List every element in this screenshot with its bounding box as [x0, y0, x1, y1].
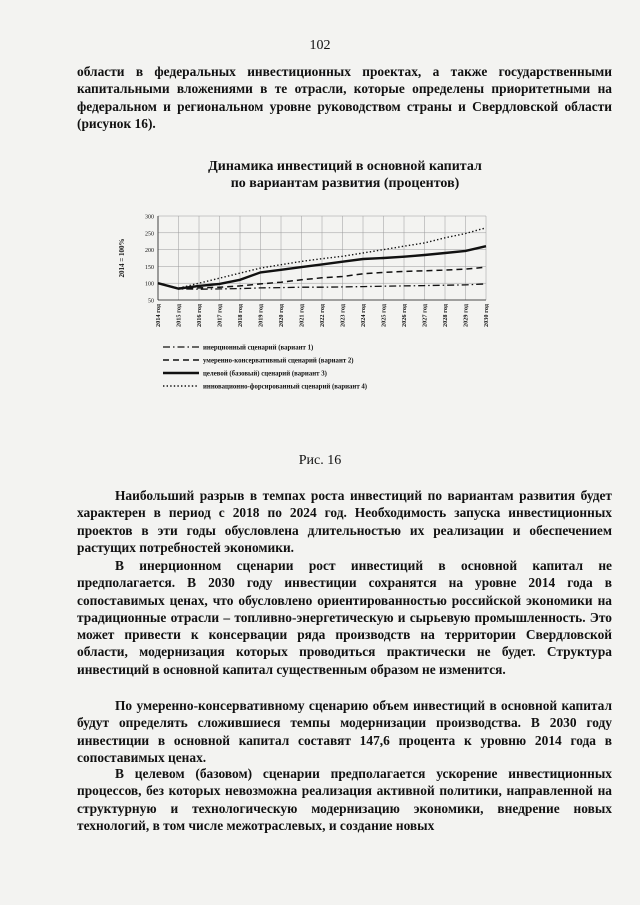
legend-label-1: инерционный сценарий (вариант 1) [203, 344, 314, 352]
chart-title-line-2: по вариантам развития (процентов) [230, 176, 460, 191]
x-tick-label: 2014 год [155, 304, 163, 328]
y-tick-label: 50 [148, 298, 154, 305]
x-tick-label: 2021 год [298, 304, 306, 328]
x-tick-label: 2016 год [196, 304, 204, 328]
x-tick-label: 2030 год [483, 304, 491, 328]
y-tick-label: 200 [145, 248, 154, 255]
legend-label-4: инновационно-форсированный сценарий (вариант 4) [203, 383, 368, 391]
chart-title-line-1: Динамика инвестиций в основной капитал [208, 159, 482, 174]
y-tick-label: 150 [145, 264, 154, 271]
intro-paragraph: области в федеральных инвестиционных проектах, а также государственными капитальными вложениями в те отрасли, которые определены приоритетными на федеральном и региональном уровне руководством страны и Свердловской области (рисунок 16). [77, 64, 612, 131]
paragraph-4: В целевом (базовом) сценарии предполагается ускорение инвестиционных процессов, без которых невозможна реализация активной политики, направленной на структурную и технологическую модернизацию экономики, внедрение новых технологий, в том числе межотраслевых, и создание новых [77, 766, 612, 833]
chart-axes [118, 215, 490, 328]
x-tick-label: 2022 год [319, 304, 327, 328]
x-tick-label: 2020 год [278, 304, 286, 328]
paragraph-1: Наибольший разрыв в темпах роста инвестиций по вариантам развития будет характерен в период с 2018 по 2024 год. Необходимость запуска инвестиционных проектов в эти годы обусловлена длительностью их реализации и обеспечением растущих потребностей экономики. [77, 488, 612, 555]
legend-label-3: целевой (базовый) сценарий (вариант 3) [203, 370, 327, 378]
paragraph-3: По умеренно-консервативному сценарию объем инвестиций в основной капитал будут определять сложившиеся темпы модернизации производства. В 2030 году инвестиции в основной капитал составят 147,6 процента к уровню 2014 года в сопоставимых ценах. [77, 698, 612, 765]
x-tick-label: 2017 год [216, 304, 224, 328]
x-tick-label: 2024 год [360, 304, 368, 328]
x-tick-label: 2018 год [237, 304, 245, 328]
page-number: 102 [309, 38, 331, 53]
x-tick-label: 2025 год [380, 304, 388, 328]
y-axis-label: 2014 = 100% [118, 238, 126, 278]
chart-title [120, 158, 570, 192]
investment-dynamics-chart [110, 205, 490, 435]
paragraph-2: В инерционном сценарии рост инвестиций в основной капитал не предполагается. В 2030 году инвестиции сохранятся на уровне 2014 года в сопоставимых ценах, что обусловлено ориентированностью российской экономики на традиционные отрасли – топливно-энергетическую и сырьевую промышленность. Это может привести к консервации ряда производств на территории Свердловской области, модернизация которых проводиться практически не будет. Структура инвестиций в основной капитал существенным образом не изменится. [77, 558, 612, 677]
chart-legend [163, 345, 367, 391]
x-tick-label: 2028 год [442, 304, 450, 328]
x-tick-label: 2023 год [339, 304, 347, 328]
x-tick-label: 2015 год [175, 304, 183, 328]
x-tick-label: 2029 год [462, 304, 470, 328]
x-tick-label: 2019 год [257, 304, 265, 328]
figure-caption: Рис. 16 [298, 453, 342, 468]
legend-label-2: умеренно-консервативный сценарий (вариант 2) [203, 357, 354, 365]
y-tick-label: 300 [145, 214, 154, 221]
x-tick-label: 2026 год [401, 304, 409, 328]
y-tick-label: 250 [145, 231, 154, 238]
y-tick-label: 100 [145, 281, 154, 288]
x-tick-label: 2027 год [421, 304, 429, 328]
